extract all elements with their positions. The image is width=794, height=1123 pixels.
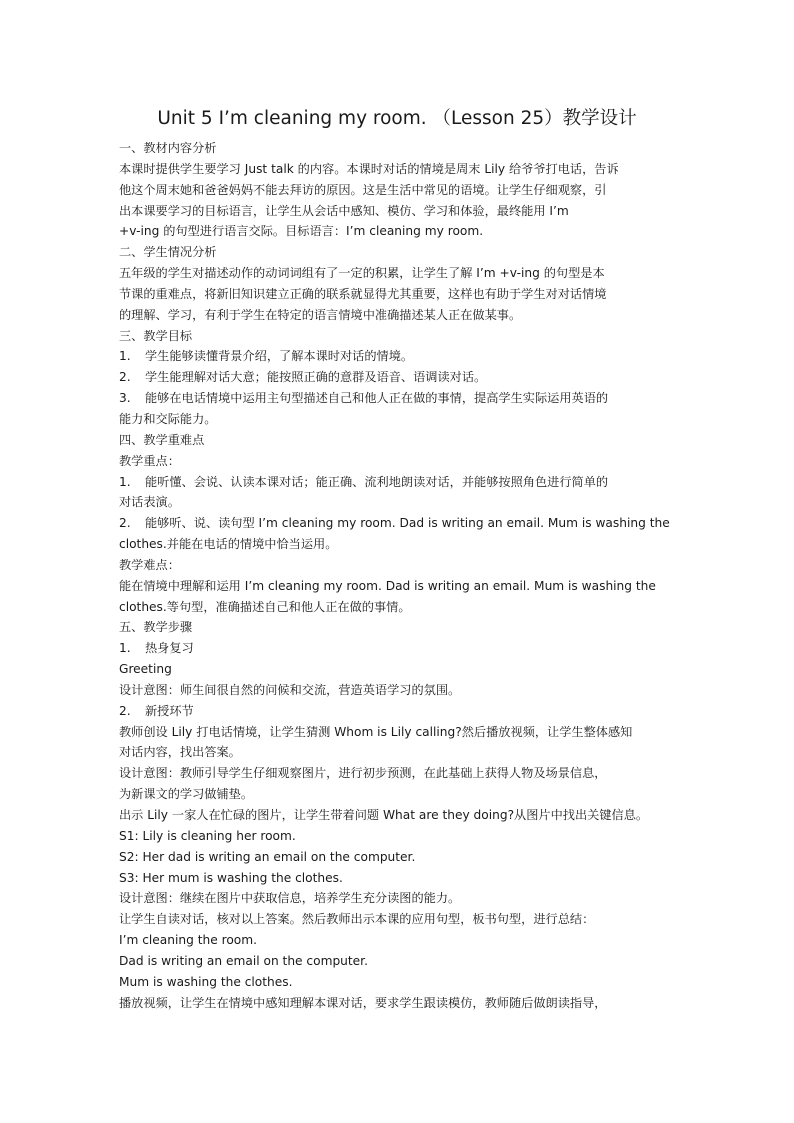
line-text: S1: Lily is cleaning her room. [119,828,296,843]
line-text: 学生能理解对话大意；能按照正确的意群及语音、语调读对话。 [145,370,487,385]
list-number: 1. [119,641,131,656]
line-text: 他这个周末她和爸爸妈妈不能去拜访的原因。这是生活中常见的语境。让学生仔细观察，引 [119,182,607,197]
line-text: 四、教学重难点 [119,432,205,447]
text-line [119,617,677,638]
list-number: 1. [119,474,131,489]
text-line [119,659,677,680]
text-line [119,326,677,347]
text-line [119,388,677,409]
line-text: 能够听、说、读句型 I’m cleaning my room. Dad is writing an email. Mum is washing the [145,516,670,531]
line-text: clothes.并能在电话的情境中恰当运用。 [119,537,338,552]
line-text: 教师创设 Lily 打电话情境，让学生猜测 Whom is Lily calling?然后播放视频，让学生整体感知 [119,724,633,739]
text-line [119,722,677,743]
line-text: 出示 Lily 一家人在忙碌的图片，让学生带着问题 What are they doing?从图片中找出关键信息。 [119,808,649,822]
document-body [119,138,677,1013]
text-line [119,638,677,659]
text-line [119,847,677,868]
line-text: 的理解、学习，有利于学生在特定的语言情境中准确描述某人正在做某事。 [119,307,522,322]
list-number: 3. [119,391,131,406]
text-line [119,534,677,555]
line-text: I’m cleaning the room. [119,933,257,948]
text-line [119,576,677,597]
line-text: 能力和交际能力。 [119,411,217,426]
line-text: 三、教学目标 [119,328,193,343]
line-text: clothes.等句型，准确描述自己和他人正在做的事情。 [119,599,411,614]
text-line [119,221,677,242]
line-text: 设计意图：师生间很自然的问候和交流，营造英语学习的氛围。 [119,682,461,697]
text-line [119,138,677,159]
text-line [119,430,677,451]
text-line [119,784,677,805]
line-text: 一、教材内容分析 [119,141,217,155]
text-line [119,492,677,513]
list-number: 2. [119,703,131,718]
line-text: 能在情境中理解和运用 I’m cleaning my room. Dad is writing an email. Mum is washing the [119,578,656,593]
text-line [119,555,677,576]
line-text: 学生能够读懂背景介绍，了解本课时对话的情境。 [145,349,414,364]
list-number: 2. [119,516,131,531]
text-line [119,701,677,722]
line-text: 出本课要学习的目标语言，让学生从会话中感知、模仿、学习和体验，最终能用 I’m [119,203,569,218]
text-line [119,680,677,701]
text-line [119,930,677,951]
line-text: 教学难点： [119,557,180,572]
text-line [119,472,677,493]
text-line [119,993,677,1014]
line-text: 新授环节 [145,703,194,718]
line-text: Greeting [119,662,172,677]
line-text: 节课的重难点，将新旧知识建立正确的联系就显得尤其重要，这样也有助于学生对对话情境 [119,286,607,301]
text-line [119,888,677,909]
line-text: S3: Her mum is washing the clothes. [119,870,343,885]
text-line [119,868,677,889]
text-line [119,284,677,305]
text-line [119,409,677,430]
line-text: 播放视频，让学生在情境中感知理解本课对话，要求学生跟读模仿，教师随后做朗读指导， [119,995,607,1010]
text-line [119,263,677,284]
text-line [119,346,677,367]
text-line [119,763,677,784]
text-line [119,597,677,618]
text-line [119,972,677,993]
line-text: 设计意图：继续在图片中获取信息，培养学生充分读图的能力。 [119,891,461,906]
document-title: Unit 5 I’m cleaning my room. （Lesson 25）教学设计 [157,108,637,129]
line-text: Dad is writing an email on the computer. [119,953,368,968]
text-line [119,201,677,222]
line-text: 设计意图：教师引导学生仔细观察图片，进行初步预测，在此基础上获得人物及场景信息， [119,766,607,781]
text-line [119,742,677,763]
line-text: 本课时提供学生要学习 Just talk 的内容。本课时对话的情境是周末 Lily 给爷爷打电话，告诉 [119,161,619,176]
text-line [119,513,677,534]
line-text: S2: Her dad is writing an email on the computer. [119,849,416,864]
line-text: 让学生自读对话，核对以上答案。然后教师出示本课的应用句型，板书句型，进行总结： [119,912,595,927]
list-number: 1. [119,349,131,364]
line-text: +v-ing 的句型进行语言交际。目标语言：I’m cleaning my room. [119,224,484,239]
text-line [119,451,677,472]
text-line [119,242,677,263]
text-line [119,826,677,847]
line-text: 对话表演。 [119,495,180,510]
text-line [119,159,677,180]
line-text: 热身复习 [145,641,194,656]
text-line [119,367,677,388]
line-text: Mum is washing the clothes. [119,974,293,989]
line-text: 对话内容，找出答案。 [119,745,241,760]
line-text: 五年级的学生对描述动作的动词词组有了一定的积累，让学生了解 I’m +v-ing 的句型是本 [119,266,605,281]
list-number: 2. [119,370,131,385]
text-line [119,180,677,201]
text-line [119,909,677,930]
line-text: 能听懂、会说、认读本课对话；能正确、流利地朗读对话，并能够按照角色进行简单的 [145,474,609,489]
text-line [119,951,677,972]
line-text: 能够在电话情境中运用主句型描述自己和他人正在做的事情，提高学生实际运用英语的 [145,391,609,406]
line-text: 五、教学步骤 [119,620,193,635]
line-text: 教学重点： [119,453,180,468]
text-line [119,805,677,826]
text-line [119,305,677,326]
line-text: 为新课文的学习做铺垫。 [119,787,254,802]
line-text: 二、学生情况分析 [119,245,217,260]
